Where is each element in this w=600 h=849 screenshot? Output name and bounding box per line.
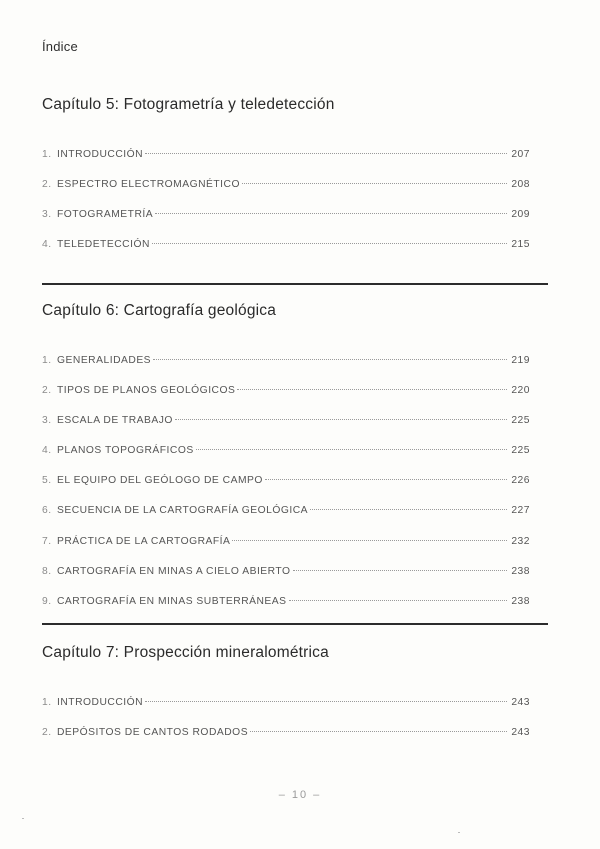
toc-entry[interactable] bbox=[42, 566, 530, 580]
entry-number: 2. bbox=[42, 179, 52, 190]
dot-leader bbox=[196, 449, 508, 450]
entry-number: 6. bbox=[42, 505, 52, 516]
entry-page: 215 bbox=[511, 239, 530, 250]
dot-leader bbox=[289, 600, 508, 601]
toc-entry[interactable] bbox=[42, 209, 530, 223]
entry-page: 226 bbox=[511, 475, 530, 486]
entry-page: 243 bbox=[511, 727, 530, 738]
entry-number: 3. bbox=[42, 209, 52, 220]
index-header: Índice bbox=[42, 39, 78, 54]
entry-label: ESPECTRO ELECTROMAGNÉTICO bbox=[57, 179, 240, 190]
chapter-5 bbox=[42, 96, 548, 250]
dot-leader bbox=[237, 389, 507, 390]
entry-label: INTRODUCCIÓN bbox=[57, 149, 144, 160]
dot-leader bbox=[145, 153, 507, 154]
toc-entry[interactable] bbox=[42, 727, 530, 741]
entry-number: 4. bbox=[42, 445, 52, 456]
toc-entry[interactable] bbox=[42, 536, 530, 550]
dot-leader bbox=[250, 731, 507, 732]
dot-leader bbox=[232, 540, 507, 541]
entry-label: FOTOGRAMETRÍA bbox=[57, 209, 154, 220]
scan-speck bbox=[458, 832, 460, 833]
toc-entry[interactable] bbox=[42, 179, 530, 193]
chapter-7 bbox=[42, 644, 548, 738]
entry-page: 243 bbox=[511, 697, 530, 708]
dot-leader bbox=[242, 183, 507, 184]
dot-leader bbox=[145, 701, 507, 702]
toc-entry[interactable] bbox=[42, 596, 530, 610]
chapter-title: Capítulo 7: Prospección mineralométrica bbox=[42, 644, 329, 661]
toc-entry[interactable] bbox=[42, 385, 530, 399]
entry-label: CARTOGRAFÍA EN MINAS A CIELO ABIERTO bbox=[57, 566, 291, 577]
toc-entry[interactable] bbox=[42, 475, 530, 489]
entry-label: GENERALIDADES bbox=[57, 355, 152, 366]
entry-page: 219 bbox=[511, 355, 530, 366]
entry-number: 2. bbox=[42, 385, 52, 396]
dot-leader bbox=[175, 419, 507, 420]
toc-entry[interactable] bbox=[42, 445, 530, 459]
chapter-title: Capítulo 5: Fotogrametría y teledetección bbox=[42, 96, 335, 113]
toc-entry[interactable] bbox=[42, 149, 530, 163]
entry-page: 225 bbox=[511, 445, 530, 456]
dot-leader bbox=[153, 359, 507, 360]
entry-page: 208 bbox=[511, 179, 530, 190]
dot-leader bbox=[152, 243, 507, 244]
entry-number: 1. bbox=[42, 697, 52, 708]
scan-speck bbox=[22, 818, 24, 819]
toc-entry[interactable] bbox=[42, 697, 530, 711]
entry-label: TIPOS DE PLANOS GEOLÓGICOS bbox=[57, 385, 236, 396]
entry-label: DEPÓSITOS DE CANTOS RODADOS bbox=[57, 727, 249, 738]
entry-number: 1. bbox=[42, 149, 52, 160]
entry-page: 220 bbox=[511, 385, 530, 396]
dot-leader bbox=[155, 213, 507, 214]
entry-number: 2. bbox=[42, 727, 52, 738]
entry-page: 225 bbox=[511, 415, 530, 426]
entry-label: EL EQUIPO DEL GEÓLOGO DE CAMPO bbox=[57, 475, 263, 486]
entry-page: 207 bbox=[511, 149, 530, 160]
entry-number: 1. bbox=[42, 355, 52, 366]
entry-label: CARTOGRAFÍA EN MINAS SUBTERRÁNEAS bbox=[57, 596, 287, 607]
entry-number: 5. bbox=[42, 475, 52, 486]
chapter-6 bbox=[42, 302, 548, 607]
entry-page: 209 bbox=[511, 209, 530, 220]
entry-number: 9. bbox=[42, 596, 52, 607]
section-divider bbox=[42, 283, 548, 285]
entry-label: PLANOS TOPOGRÁFICOS bbox=[57, 445, 194, 456]
toc-entry[interactable] bbox=[42, 355, 530, 369]
dot-leader bbox=[310, 509, 507, 510]
entry-number: 4. bbox=[42, 239, 52, 250]
section-divider bbox=[42, 623, 548, 625]
entry-label: TELEDETECCIÓN bbox=[57, 239, 150, 250]
dot-leader bbox=[293, 570, 508, 571]
toc-entry[interactable] bbox=[42, 505, 530, 519]
entry-page: 232 bbox=[511, 536, 530, 547]
toc-entry[interactable] bbox=[42, 415, 530, 429]
chapter-title: Capítulo 6: Cartografía geológica bbox=[42, 302, 277, 319]
entry-number: 7. bbox=[42, 536, 52, 547]
dot-leader bbox=[265, 479, 507, 480]
entry-page: 238 bbox=[511, 566, 530, 577]
page-number: – 10 – bbox=[278, 789, 322, 801]
entry-label: ESCALA DE TRABAJO bbox=[57, 415, 173, 426]
entry-page: 227 bbox=[511, 505, 530, 516]
entry-label: SECUENCIA DE LA CARTOGRAFÍA GEOLÓGICA bbox=[57, 505, 309, 516]
toc-entry[interactable] bbox=[42, 239, 530, 253]
entry-number: 8. bbox=[42, 566, 52, 577]
entry-label: INTRODUCCIÓN bbox=[57, 697, 144, 708]
entry-label: PRÁCTICA DE LA CARTOGRAFÍA bbox=[57, 536, 231, 547]
entry-number: 3. bbox=[42, 415, 52, 426]
entry-page: 238 bbox=[511, 596, 530, 607]
